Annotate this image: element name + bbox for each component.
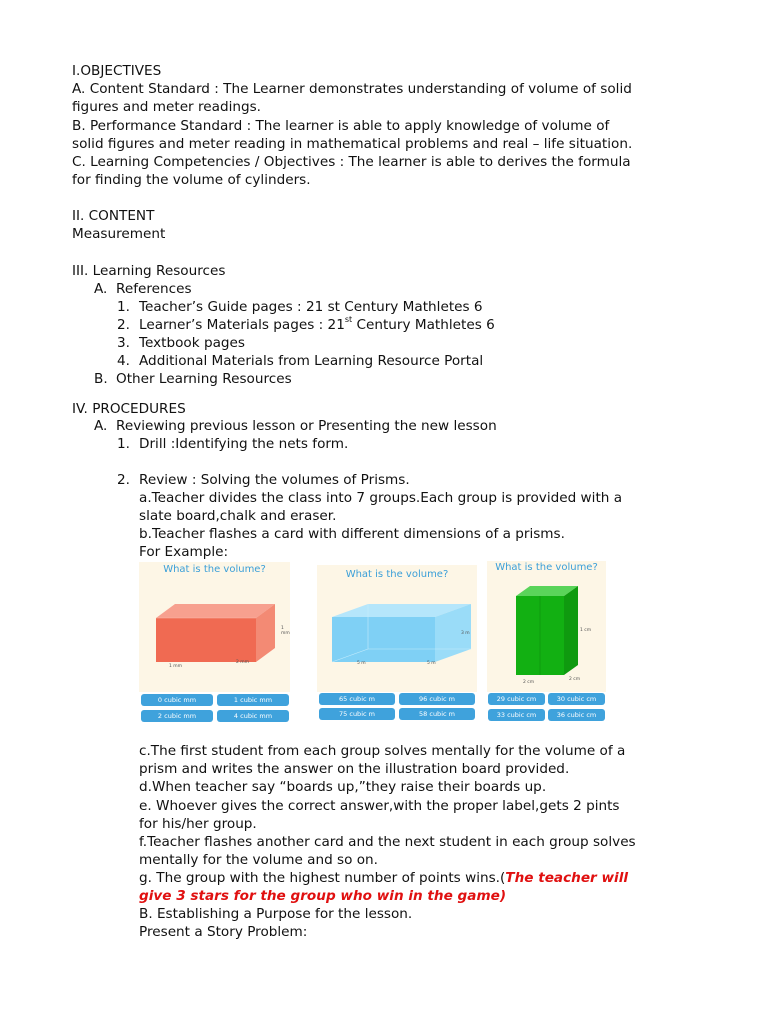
resource-num: 1.	[117, 299, 130, 315]
answer-option[interactable]: 30 cubic cm	[548, 693, 605, 705]
review-num: 2.	[117, 472, 130, 488]
card-dim-height: 3 m	[461, 631, 470, 636]
drill-text: Drill :Identifying the nets form.	[139, 436, 349, 452]
step-g-line-1	[139, 869, 628, 887]
resource-text-after: Century Mathletes 6	[352, 317, 495, 333]
card-3-options	[487, 692, 606, 724]
procedures-heading: IV. PROCEDURES	[72, 401, 186, 417]
resources-heading: III. Learning Resources	[72, 263, 226, 279]
step-a-line-1: a.Teacher divides the class into 7 groups.Each group is provided with a	[139, 490, 623, 506]
resource-item-2	[117, 316, 495, 334]
resource-text-before: Learner’s Materials pages : 21	[139, 317, 345, 333]
other-resources-label: B.	[94, 371, 108, 387]
red-prism-figure	[139, 562, 290, 692]
card-dim-length: 2 mm	[236, 660, 250, 665]
step-c-line-1: c.The first student from each group solves mentally for the volume of a	[139, 743, 626, 759]
procedure-a-text: Reviewing previous lesson or Presenting the new lesson	[116, 418, 497, 434]
card-dim-width: 1 mm	[169, 664, 183, 669]
answer-option[interactable]: 2 cubic mm	[141, 710, 213, 722]
drill-num: 1.	[117, 436, 130, 452]
card-question: What is the volume?	[163, 564, 266, 575]
resource-num: 4.	[117, 353, 130, 369]
step-g-text: g. The group with the highest number of points wins.(	[139, 870, 506, 886]
resource-text: Teacher’s Guide pages : 21 st Century Mathletes 6	[139, 299, 483, 315]
story-problem: Present a Story Problem:	[139, 924, 308, 940]
step-f-line-2: mentally for the volume and so on.	[139, 852, 378, 868]
answer-option[interactable]: 75 cubic m	[319, 708, 395, 720]
step-e-line-1: e. Whoever gives the correct answer,with the proper label,gets 2 pints	[139, 798, 620, 814]
resource-superscript: st	[344, 315, 353, 324]
volume-card-3	[487, 561, 606, 692]
content-heading: II. CONTENT	[72, 208, 155, 224]
performance-standard-line-2: solid figures and meter reading in mathematical problems and real – life situation.	[72, 136, 633, 152]
step-a-line-2: slate board,chalk and eraser.	[139, 508, 337, 524]
answer-option[interactable]: 36 cubic cm	[548, 709, 605, 721]
procedure-a-label: A.	[94, 418, 108, 434]
card-dim-height: 1 mm	[281, 626, 290, 636]
answer-option[interactable]: 65 cubic m	[319, 693, 395, 705]
other-resources-item	[94, 370, 292, 388]
references-text: References	[116, 281, 192, 297]
step-g-emphasis: The teacher will	[505, 870, 629, 886]
references-item	[94, 280, 192, 298]
objectives-heading: I.OBJECTIVES	[72, 63, 162, 79]
review-item	[117, 471, 410, 489]
content-standard-line-2: figures and meter readings.	[72, 99, 262, 115]
review-text: Review : Solving the volumes of Prisms.	[139, 472, 410, 488]
answer-option[interactable]: 33 cubic cm	[488, 709, 545, 721]
card-1-options	[139, 692, 290, 724]
answer-option[interactable]: 1 cubic mm	[217, 694, 289, 706]
answer-option[interactable]: 0 cubic mm	[141, 694, 213, 706]
step-f-line-1: f.Teacher flashes another card and the next student in each group solves	[139, 834, 636, 850]
answer-option[interactable]: 58 cubic m	[399, 708, 475, 720]
card-dim-width: 2 cm	[523, 680, 535, 685]
card-question: What is the volume?	[495, 562, 598, 573]
purpose-heading: B. Establishing a Purpose for the lesson.	[139, 906, 413, 922]
card-dim-length: 5 m	[427, 661, 436, 666]
resource-item-3	[117, 334, 245, 352]
step-b: b.Teacher flashes a card with different dimensions of a prisms.	[139, 526, 565, 542]
resource-num: 2.	[117, 317, 130, 333]
step-g-line-2: give 3 stars for the group who win in the game)	[139, 888, 507, 904]
step-e-line-2: for his/her group.	[139, 816, 257, 832]
step-d: d.When teacher say “boards up,”they raise their boards up.	[139, 779, 547, 795]
other-resources-text: Other Learning Resources	[116, 371, 292, 387]
content-topic: Measurement	[72, 226, 166, 242]
performance-standard-line-1: B. Performance Standard : The learner is able to apply knowledge of volume of	[72, 118, 610, 134]
answer-option[interactable]: 4 cubic mm	[217, 710, 289, 722]
resource-text: Additional Materials from Learning Resource Portal	[139, 353, 484, 369]
content-standard-line-1: A. Content Standard : The Learner demonstrates understanding of volume of solid	[72, 81, 632, 97]
resource-text: Textbook pages	[139, 335, 245, 351]
resource-item-4	[117, 352, 483, 370]
references-label: A.	[94, 281, 108, 297]
card-2-options	[317, 692, 477, 724]
procedure-a	[94, 417, 497, 435]
volume-card-2	[317, 565, 477, 692]
volume-card-1	[139, 562, 290, 692]
answer-option[interactable]: 29 cubic cm	[488, 693, 545, 705]
competencies-line-2: for finding the volume of cylinders.	[72, 172, 311, 188]
drill-item	[117, 435, 348, 453]
green-prism-figure	[487, 561, 606, 692]
card-dim-length: 2 cm	[569, 677, 581, 682]
card-dim-width: 5 m	[357, 661, 366, 666]
resource-num: 3.	[117, 335, 130, 351]
blue-prism-figure	[317, 565, 477, 692]
card-dim-height: 1 cm	[580, 628, 592, 633]
resource-item-1	[117, 298, 483, 316]
for-example: For Example:	[139, 544, 229, 560]
step-c-line-2: prism and writes the answer on the illustration board provided.	[139, 761, 570, 777]
answer-option[interactable]: 96 cubic m	[399, 693, 475, 705]
competencies-line-1: C. Learning Competencies / Objectives : The learner is able to derives the formula	[72, 154, 631, 170]
card-question: What is the volume?	[345, 569, 449, 580]
